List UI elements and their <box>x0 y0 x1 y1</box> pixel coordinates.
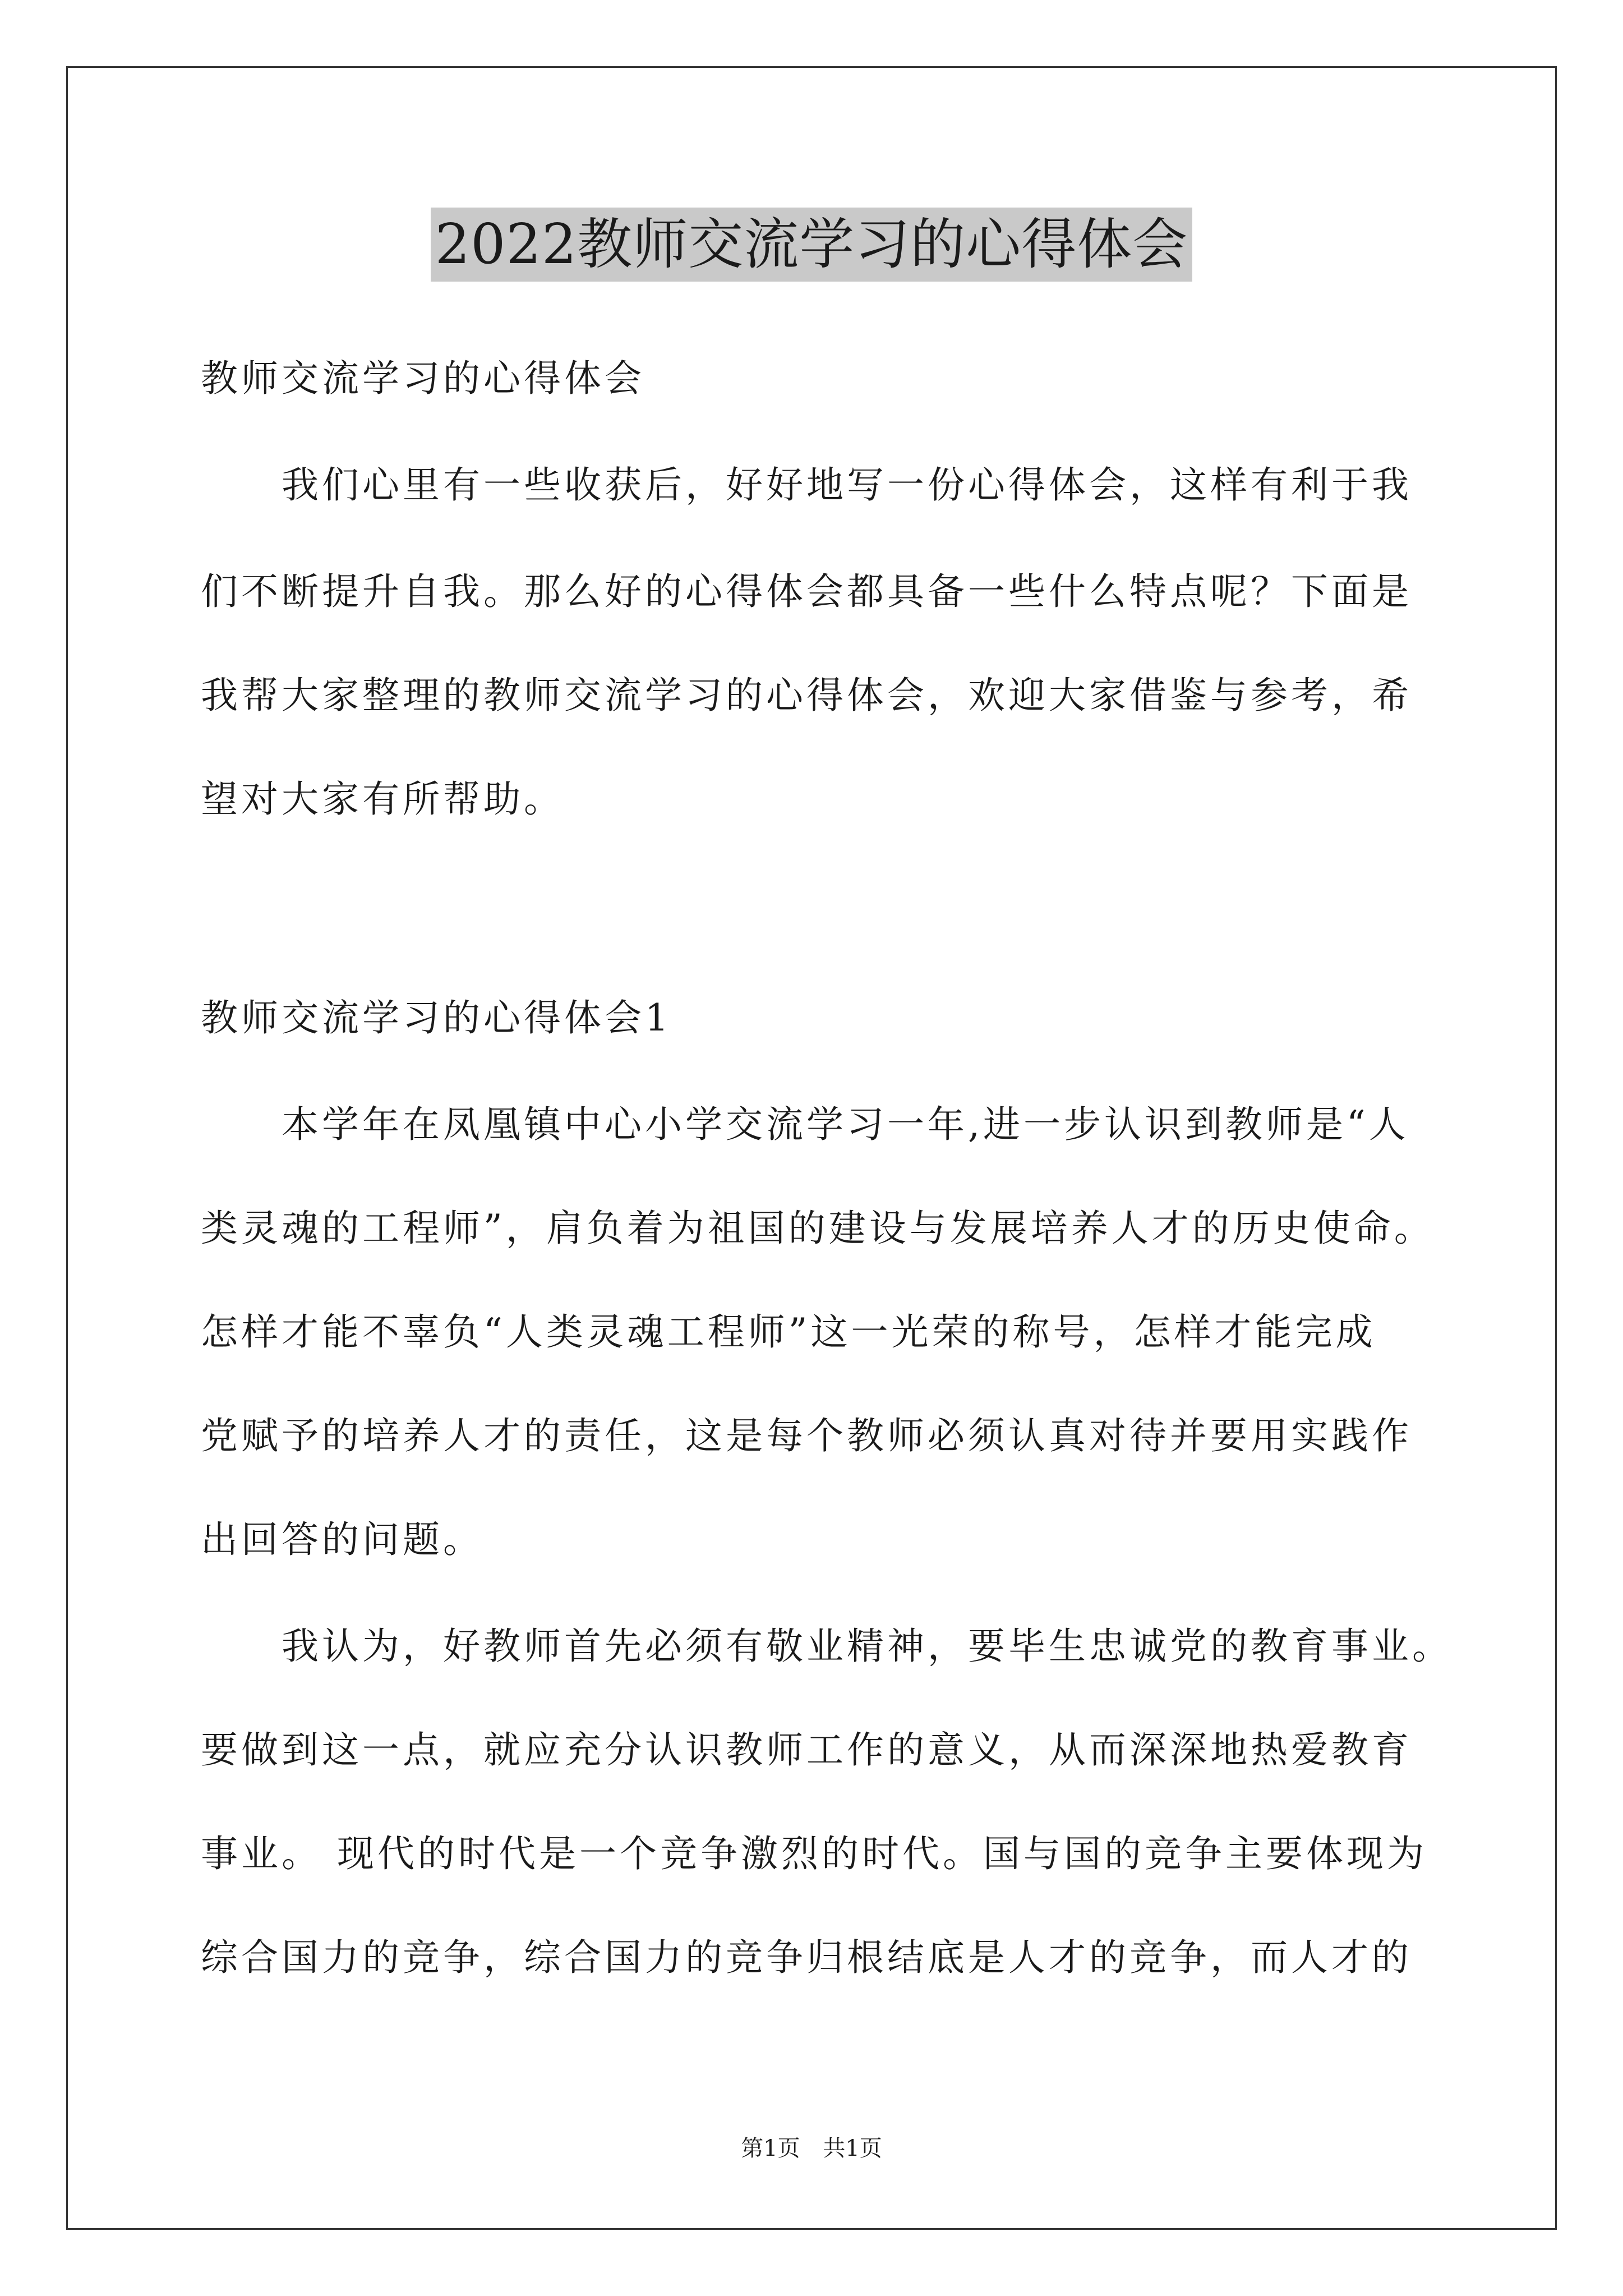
page-footer <box>0 2132 1623 2165</box>
paragraph-line: 我认为，好教师首先必须有敬业精神，要毕生忠诚党的教育事业。 <box>201 1625 1453 1668</box>
paragraph-line: 怎样才能不辜负“人类灵魂工程师”这一光荣的称号，怎样才能完成 <box>201 1310 1376 1354</box>
section-heading: 教师交流学习的心得体会1 <box>201 996 672 1039</box>
paragraph-line: 事业。 现代的时代是一个竞争激烈的时代。国与国的竞争主要体现为 <box>201 1832 1427 1875</box>
subtitle: 教师交流学习的心得体会 <box>201 357 645 400</box>
intro-line: 我帮大家整理的教师交流学习的心得体会，欢迎大家借鉴与参考，希 <box>201 674 1412 717</box>
paragraph-line: 综合国力的竞争，综合国力的竞争归根结底是人才的竞争，而人才的 <box>201 1936 1412 1979</box>
page-total: 共1页 <box>823 2136 882 2161</box>
paragraph-line: 党赋予的培养人才的责任，这是每个教师必须认真对待并要用实践作 <box>201 1414 1412 1457</box>
paragraph-line: 要做到这一点，就应充分认识教师工作的意义，从而深深地热爱教育 <box>201 1728 1412 1772</box>
document-title: 2022教师交流学习的心得体会 <box>431 208 1192 282</box>
intro-line: 们不断提升自我。那么好的心得体会都具备一些什么特点呢？下面是 <box>201 570 1412 613</box>
page-current: 第1页 <box>741 2136 800 2161</box>
paragraph-line: 本学年在凤凰镇中心小学交流学习一年,进一步认识到教师是“人 <box>201 1103 1409 1146</box>
paragraph-line: 出回答的问题。 <box>201 1518 483 1561</box>
intro-line: 我们心里有一些收获后，好好地写一份心得体会，这样有利于我 <box>201 463 1412 507</box>
paragraph-line: 类灵魂的工程师”，肩负着为祖国的建设与发展培养人才的历史使命。 <box>201 1207 1435 1250</box>
intro-line: 望对大家有所帮助。 <box>201 777 564 821</box>
title-container <box>0 208 1623 282</box>
